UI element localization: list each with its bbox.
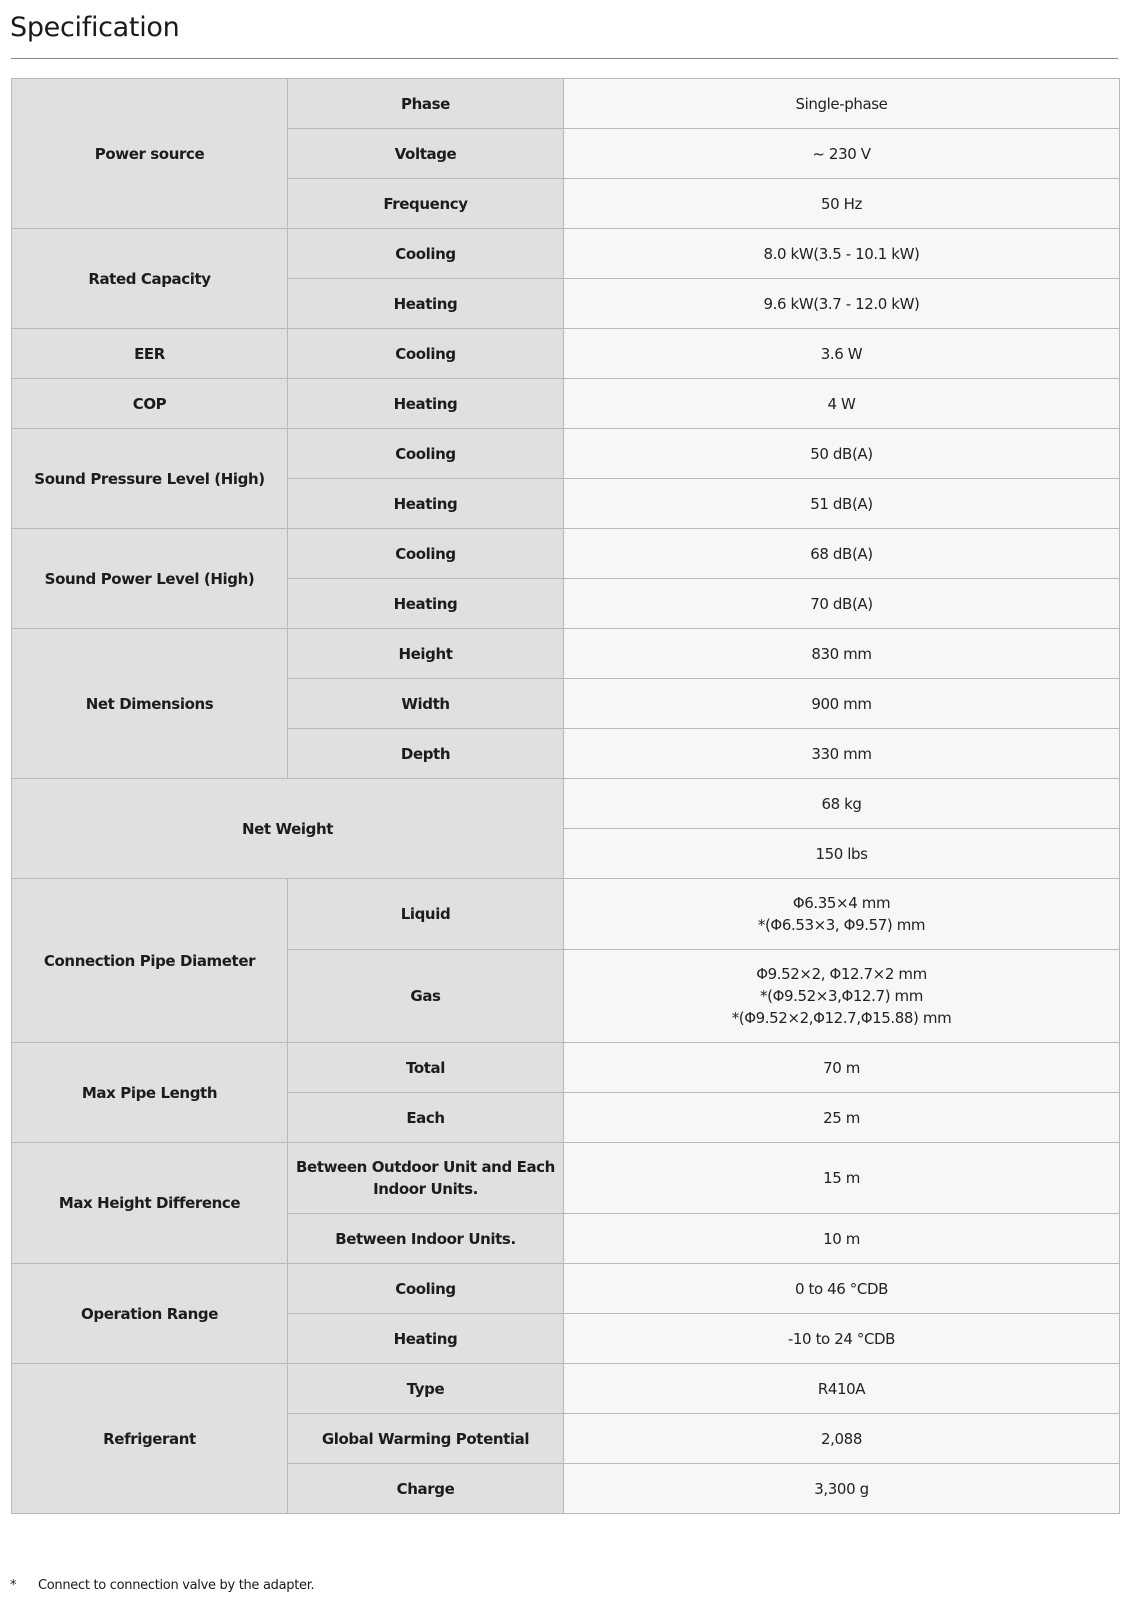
spec-value-line: 15 m bbox=[823, 1169, 860, 1187]
spec-item-cell: Depth bbox=[288, 729, 564, 779]
spec-value-line: *(Φ9.52×3,Φ12.7) mm bbox=[760, 987, 923, 1005]
spec-value-cell bbox=[564, 1143, 1120, 1214]
spec-value-cell bbox=[564, 679, 1120, 729]
spec-item-cell: Width bbox=[288, 679, 564, 729]
spec-item-cell: Global Warming Potential bbox=[288, 1414, 564, 1464]
footnote bbox=[10, 1578, 314, 1593]
spec-value-line: 10 m bbox=[823, 1229, 860, 1248]
specification-table bbox=[11, 78, 1120, 1514]
spec-value-line: 68 dB(A) bbox=[810, 544, 873, 563]
spec-value-line: 330 mm bbox=[811, 744, 872, 763]
spec-category-cell: COP bbox=[12, 379, 288, 429]
spec-category-cell: Rated Capacity bbox=[12, 229, 288, 329]
spec-category-cell: Sound Power Level (High) bbox=[12, 529, 288, 629]
specification-table-body bbox=[12, 79, 1120, 1514]
spec-value-cell bbox=[564, 950, 1120, 1043]
spec-item-cell: Gas bbox=[288, 950, 564, 1043]
spec-value-cell bbox=[564, 1314, 1120, 1364]
spec-value-line: 3.6 W bbox=[820, 344, 863, 363]
table-row bbox=[12, 329, 1120, 379]
spec-value-cell bbox=[564, 729, 1120, 779]
spec-value-line: *(Φ6.53×3, Φ9.57) mm bbox=[757, 916, 926, 934]
spec-value-line: 50 Hz bbox=[820, 194, 862, 213]
table-row bbox=[12, 1264, 1120, 1314]
spec-value-cell bbox=[564, 1264, 1120, 1314]
spec-value-cell bbox=[564, 1414, 1120, 1464]
spec-value-line: ~ 230 V bbox=[812, 144, 871, 163]
spec-value-cell bbox=[564, 779, 1120, 829]
spec-value-line: 51 dB(A) bbox=[810, 494, 873, 513]
spec-item-cell: Heating bbox=[288, 579, 564, 629]
table-row bbox=[12, 879, 1120, 950]
table-row bbox=[12, 429, 1120, 479]
spec-value-cell bbox=[564, 829, 1120, 879]
spec-value-cell bbox=[564, 1214, 1120, 1264]
page-title: Specification bbox=[10, 12, 180, 43]
spec-value-line: 25 m bbox=[823, 1108, 860, 1127]
spec-item-cell: Cooling bbox=[288, 229, 564, 279]
spec-item-cell: Heating bbox=[288, 479, 564, 529]
footnote-mark: * bbox=[10, 1578, 17, 1593]
spec-item-cell: Cooling bbox=[288, 529, 564, 579]
spec-value-line: 70 dB(A) bbox=[810, 594, 873, 613]
spec-value-line: 68 kg bbox=[821, 794, 862, 813]
spec-value-cell bbox=[564, 129, 1120, 179]
title-divider bbox=[11, 58, 1118, 59]
spec-value-line: 2,088 bbox=[821, 1429, 862, 1448]
spec-value-cell bbox=[564, 279, 1120, 329]
spec-item-cell: Type bbox=[288, 1364, 564, 1414]
spec-value-line: 50 dB(A) bbox=[810, 444, 873, 463]
table-row bbox=[12, 629, 1120, 679]
table-row bbox=[12, 529, 1120, 579]
table-row bbox=[12, 779, 1120, 829]
spec-value-cell bbox=[564, 1043, 1120, 1093]
spec-value-line: 900 mm bbox=[811, 694, 872, 713]
spec-value-cell bbox=[564, 529, 1120, 579]
spec-value-cell bbox=[564, 629, 1120, 679]
spec-item-cell: Height bbox=[288, 629, 564, 679]
spec-item-cell: Phase bbox=[288, 79, 564, 129]
footnote-text: Connect to connection valve by the adapter. bbox=[38, 1578, 315, 1593]
spec-item-cell: Between Outdoor Unit and Each Indoor Units. bbox=[288, 1143, 564, 1214]
spec-value-line: *(Φ9.52×2,Φ12.7,Φ15.88) mm bbox=[731, 1009, 952, 1027]
spec-item-cell: Heating bbox=[288, 279, 564, 329]
spec-value-line: 8.0 kW(3.5 - 10.1 kW) bbox=[763, 244, 920, 263]
table-row bbox=[12, 1364, 1120, 1414]
spec-value-line: 3,300 g bbox=[814, 1479, 869, 1498]
spec-value-cell bbox=[564, 479, 1120, 529]
spec-item-cell: Heating bbox=[288, 1314, 564, 1364]
spec-item-cell: Charge bbox=[288, 1464, 564, 1514]
spec-value-line: 0 to 46 °CDB bbox=[794, 1279, 888, 1298]
spec-item-cell: Cooling bbox=[288, 429, 564, 479]
spec-category-cell: Operation Range bbox=[12, 1264, 288, 1364]
spec-category-cell: Max Pipe Length bbox=[12, 1043, 288, 1143]
spec-value-line: 150 lbs bbox=[815, 844, 868, 863]
table-row bbox=[12, 79, 1120, 129]
spec-value-cell bbox=[564, 429, 1120, 479]
spec-value-cell bbox=[564, 379, 1120, 429]
spec-value-line: -10 to 24 °CDB bbox=[787, 1329, 896, 1348]
spec-category-cell: Net Weight bbox=[12, 779, 564, 879]
spec-item-cell: Between Indoor Units. bbox=[288, 1214, 564, 1264]
spec-item-cell: Heating bbox=[288, 379, 564, 429]
spec-category-cell: Sound Pressure Level (High) bbox=[12, 429, 288, 529]
spec-value-cell bbox=[564, 329, 1120, 379]
spec-category-cell: Max Height Difference bbox=[12, 1143, 288, 1264]
spec-value-line: Single-phase bbox=[795, 94, 888, 113]
spec-value-line: 9.6 kW(3.7 - 12.0 kW) bbox=[763, 294, 920, 313]
spec-value-cell bbox=[564, 879, 1120, 950]
spec-item-cell: Voltage bbox=[288, 129, 564, 179]
spec-category-cell: Refrigerant bbox=[12, 1364, 288, 1514]
spec-category-cell: Connection Pipe Diameter bbox=[12, 879, 288, 1043]
spec-item-cell: Frequency bbox=[288, 179, 564, 229]
spec-value-line: 4 W bbox=[827, 394, 856, 413]
spec-item-cell: Liquid bbox=[288, 879, 564, 950]
spec-value-line: 830 mm bbox=[811, 644, 872, 663]
table-row bbox=[12, 379, 1120, 429]
spec-value-cell bbox=[564, 179, 1120, 229]
spec-category-cell: Power source bbox=[12, 79, 288, 229]
spec-item-cell: Cooling bbox=[288, 329, 564, 379]
table-row bbox=[12, 1143, 1120, 1214]
spec-item-cell: Each bbox=[288, 1093, 564, 1143]
spec-value-cell bbox=[564, 229, 1120, 279]
spec-value-line: 70 m bbox=[823, 1058, 860, 1077]
spec-value-cell bbox=[564, 1093, 1120, 1143]
table-row bbox=[12, 229, 1120, 279]
spec-category-cell: EER bbox=[12, 329, 288, 379]
spec-value-cell bbox=[564, 79, 1120, 129]
spec-value-cell bbox=[564, 1364, 1120, 1414]
spec-value-line: R410A bbox=[817, 1379, 866, 1398]
spec-value-line: Φ9.52×2, Φ12.7×2 mm bbox=[756, 965, 927, 983]
spec-value-cell bbox=[564, 1464, 1120, 1514]
spec-value-line: Φ6.35×4 mm bbox=[792, 894, 891, 912]
spec-category-cell: Net Dimensions bbox=[12, 629, 288, 779]
spec-item-cell: Total bbox=[288, 1043, 564, 1093]
table-row bbox=[12, 1043, 1120, 1093]
spec-value-cell bbox=[564, 579, 1120, 629]
spec-item-cell: Cooling bbox=[288, 1264, 564, 1314]
